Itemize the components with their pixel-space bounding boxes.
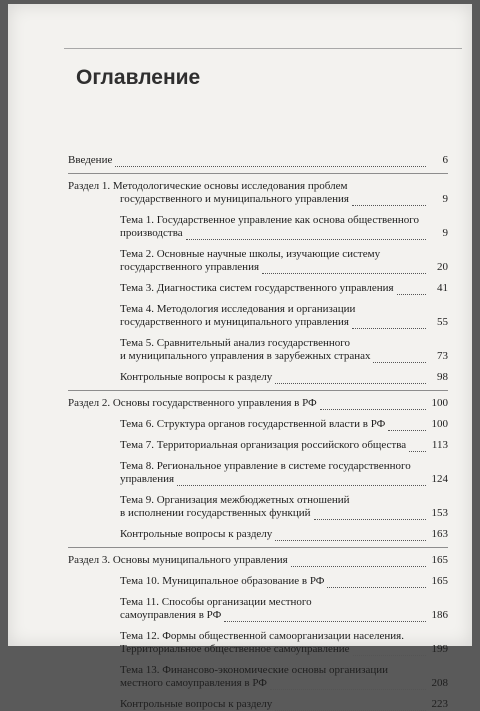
toc-topic-entry[interactable] bbox=[68, 630, 448, 656]
toc-page-number: 98 bbox=[437, 371, 448, 383]
toc-page-number: 208 bbox=[431, 677, 448, 689]
toc-topic-entry[interactable] bbox=[68, 214, 448, 240]
toc-entry-text: производства bbox=[120, 227, 183, 239]
dot-leader bbox=[409, 441, 426, 452]
toc-entry-text: Тема 13. Финансово-экономические основы организации bbox=[120, 664, 388, 676]
toc-page-number: 9 bbox=[442, 193, 448, 205]
toc-page-number: 165 bbox=[431, 554, 448, 566]
toc-page-number: 124 bbox=[431, 473, 448, 485]
dot-leader bbox=[275, 700, 426, 711]
dot-leader bbox=[262, 263, 426, 274]
toc-entry-text: самоуправления в РФ bbox=[120, 609, 222, 621]
toc-section-entry[interactable] bbox=[68, 180, 448, 206]
toc-entry-text: Контрольные вопросы к разделу bbox=[120, 528, 273, 540]
toc-topic-entry[interactable] bbox=[68, 248, 448, 274]
dot-leader bbox=[327, 577, 426, 588]
toc-section-entry[interactable] bbox=[68, 554, 448, 567]
toc-section-entry[interactable] bbox=[68, 154, 448, 167]
toc-entry-text: Территориальное общественное самоуправление bbox=[120, 643, 350, 655]
dot-leader bbox=[352, 195, 426, 206]
toc-entry-text: Тема 12. Формы общественной самоорганизации населения. bbox=[120, 630, 404, 642]
toc-entry-text: Контрольные вопросы к разделу bbox=[120, 371, 273, 383]
toc-entry-text: Тема 5. Сравнительный анализ государственного bbox=[120, 337, 350, 349]
toc-topic-entry[interactable] bbox=[68, 460, 448, 486]
dot-leader bbox=[388, 420, 426, 431]
toc-entry-text: Раздел 3. Основы муниципального управления bbox=[68, 554, 288, 566]
toc-entry-text: Введение bbox=[68, 154, 113, 166]
toc-page-number: 100 bbox=[431, 418, 448, 430]
book-page bbox=[8, 4, 472, 710]
toc-entry-text: Тема 6. Структура органов государственной власти в РФ bbox=[120, 418, 386, 430]
toc-topic-entry[interactable] bbox=[68, 494, 448, 520]
page-title: Оглавление bbox=[76, 66, 201, 89]
dot-leader bbox=[115, 156, 426, 167]
toc-topic-entry[interactable] bbox=[68, 596, 448, 622]
table-of-contents bbox=[68, 154, 448, 711]
toc-topic-entry[interactable] bbox=[68, 418, 448, 431]
toc-topic-entry[interactable] bbox=[68, 439, 448, 452]
dot-leader bbox=[275, 373, 426, 384]
section-divider bbox=[68, 547, 448, 548]
dot-leader bbox=[177, 475, 426, 486]
toc-entry-text: местного самоуправления в РФ bbox=[120, 677, 267, 689]
section-divider bbox=[68, 173, 448, 174]
toc-entry-text: Тема 7. Территориальная организация российского общества bbox=[120, 439, 407, 451]
toc-entry-text: Тема 11. Способы организации местного bbox=[120, 596, 312, 608]
toc-page-number: 73 bbox=[437, 350, 448, 362]
toc-topic-entry[interactable] bbox=[68, 664, 448, 690]
toc-topic-entry[interactable] bbox=[68, 575, 448, 588]
header-rule bbox=[64, 48, 462, 49]
toc-entry-text: государственного и муниципального управления bbox=[120, 316, 349, 328]
dot-leader bbox=[186, 229, 426, 240]
toc-page-number: 153 bbox=[431, 507, 448, 519]
toc-page-number: 163 bbox=[431, 528, 448, 540]
dot-leader bbox=[320, 399, 426, 410]
toc-topic-entry[interactable] bbox=[68, 698, 448, 711]
toc-page-number: 41 bbox=[437, 282, 448, 294]
toc-topic-entry[interactable] bbox=[68, 282, 448, 295]
dot-leader bbox=[314, 509, 426, 520]
dot-leader bbox=[291, 556, 426, 567]
toc-topic-entry[interactable] bbox=[68, 528, 448, 541]
section-divider bbox=[68, 390, 448, 391]
toc-entry-text: Контрольные вопросы к разделу bbox=[120, 698, 273, 710]
toc-page-number: 113 bbox=[431, 439, 448, 451]
toc-page-number: 199 bbox=[431, 643, 448, 655]
toc-entry-text: Тема 2. Основные научные школы, изучающие систему bbox=[120, 248, 381, 260]
toc-entry-text: управления bbox=[120, 473, 175, 485]
toc-entry-text: Тема 4. Методология исследования и организации bbox=[120, 303, 356, 315]
toc-page-number: 20 bbox=[437, 261, 448, 273]
toc-page-number: 6 bbox=[442, 154, 448, 166]
toc-page-number: 186 bbox=[431, 609, 448, 621]
toc-page-number: 55 bbox=[437, 316, 448, 328]
toc-entry-text: государственного управления bbox=[120, 261, 260, 273]
dot-leader bbox=[373, 352, 426, 363]
toc-entry-text: и муниципального управления в зарубежных странах bbox=[120, 350, 371, 362]
toc-topic-entry[interactable] bbox=[68, 337, 448, 363]
toc-entry-text: Тема 3. Диагностика систем государственного управления bbox=[120, 282, 394, 294]
toc-entry-text: Тема 9. Организация межбюджетных отношений bbox=[120, 494, 350, 506]
toc-topic-entry[interactable] bbox=[68, 371, 448, 384]
toc-entry-text: в исполнении государственных функций bbox=[120, 507, 311, 519]
toc-entry-text: Тема 1. Государственное управление как основа общественного bbox=[120, 214, 420, 226]
dot-leader bbox=[224, 611, 426, 622]
toc-section-entry[interactable] bbox=[68, 397, 448, 410]
toc-topic-entry[interactable] bbox=[68, 303, 448, 329]
dot-leader bbox=[353, 645, 426, 656]
dot-leader bbox=[270, 679, 426, 690]
toc-page-number: 223 bbox=[431, 698, 448, 710]
dot-leader bbox=[275, 530, 426, 541]
dot-leader bbox=[397, 284, 426, 295]
toc-entry-text: Раздел 2. Основы государственного управления в РФ bbox=[68, 397, 317, 409]
toc-entry-text: государственного и муниципального управления bbox=[120, 193, 349, 205]
toc-page-number: 9 bbox=[442, 227, 448, 239]
dot-leader bbox=[352, 318, 426, 329]
toc-page-number: 100 bbox=[431, 397, 448, 409]
toc-entry-text: Тема 10. Муниципальное образование в РФ bbox=[120, 575, 325, 587]
toc-entry-text: Тема 8. Региональное управление в системе государственного bbox=[120, 460, 411, 472]
toc-page-number: 165 bbox=[431, 575, 448, 587]
toc-entry-text: Раздел 1. Методологические основы исследования проблем bbox=[68, 180, 348, 192]
